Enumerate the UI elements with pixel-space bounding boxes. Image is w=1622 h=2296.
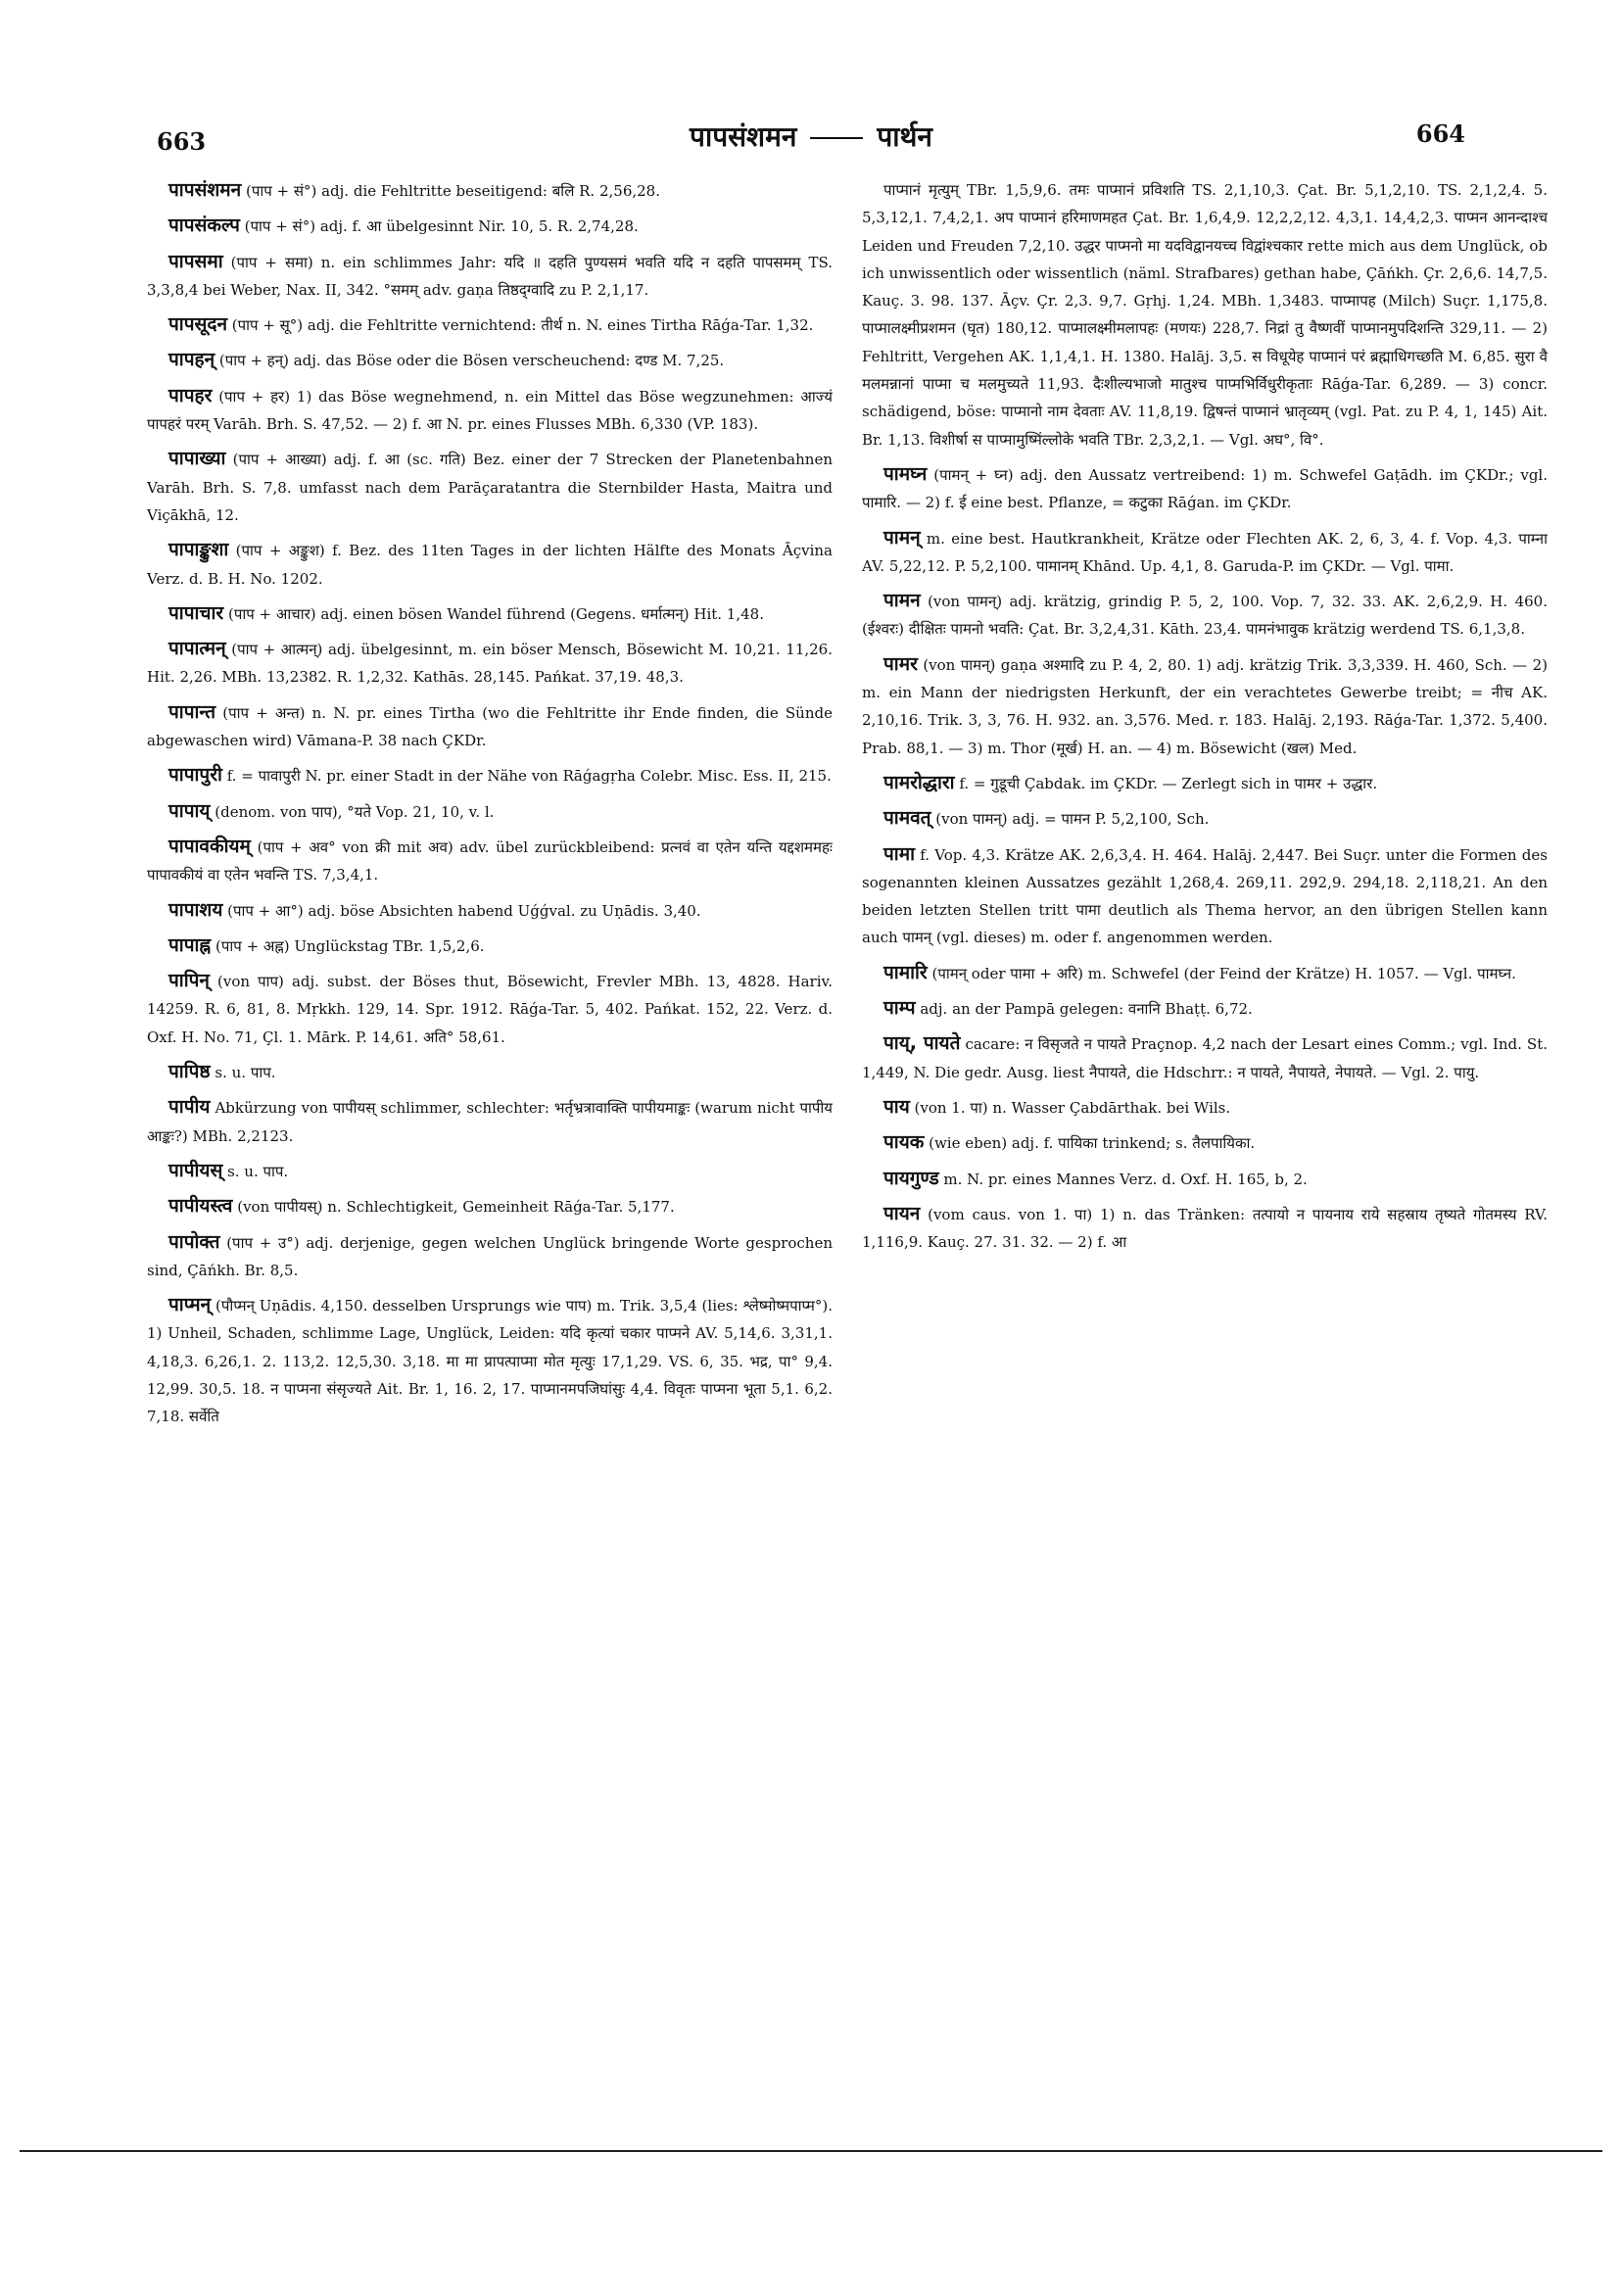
dictionary-entry xyxy=(147,932,833,960)
entry-headword: पापिन् xyxy=(168,970,210,992)
dictionary-entry xyxy=(147,212,833,240)
entry-text: (von पामन्) adj. krätzig, grindig P. 5, 2, 100. Vop. 7, 32. 33. AK. 2,6,2,9. H. 460. (ईश्वरः) दीक्षितः पामनो भवति: Çat. Br. 3,2,4,31. Kāth. 23,4. पामनंभावुक krätzig werdend TS. 6,1,3,8. xyxy=(862,593,1548,639)
dictionary-entry xyxy=(147,896,833,925)
page-header xyxy=(0,116,1622,165)
entry-text: (पाप + अङ्कुश) f. Bez. des 11ten Tages in der lichten Hälfte des Monats Āçvina Verz. d. B. H. No. 1202. xyxy=(147,542,833,588)
entry-text: (vom caus. von 1. पा) 1) n. das Tränken: तत्पायो न पायनाय राये सहस्राय तृष्यते गोतमस्य RV. 1,116,9. Kauç. 27. 31. 32. — 2) f. आ xyxy=(862,1205,1548,1252)
entry-text: adj. an der Pampā gelegen: वनानि Bhaṭṭ. 6,72. xyxy=(920,1000,1253,1019)
footer-rule xyxy=(20,2150,1602,2152)
dictionary-entry xyxy=(147,382,833,439)
dictionary-entry xyxy=(147,176,833,205)
entry-headword: पापाय् xyxy=(168,799,211,822)
entry-text: (von पामन्) gaṇa अश्मादि zu P. 4, 2, 80. 1) adj. krätzig Trik. 3,3,339. H. 460, Sch. — 2) m. ein Mann der niedrigsten Herkunft, der ein verachtetes Gewerbe treibt; = नीच AK. 2,10,16. Trik. 3, 3, 76. H. 932. an. 3,576. Med. r. 183. Halāj. 2,193. Rāǵa-Tar. 1,372. 5,400. Prab. 88,1. — 3) m. Thor (मूर्ख) H. an. — 4) m. Bösewicht (खल) Med. xyxy=(862,655,1548,757)
entry-text: पाप्मानं मृत्युम् TBr. 1,5,9,6. तमः पाप्मानं प्रविशति TS. 2,1,10,3. Çat. Br. 5,1,2,10. TS. 2,1,2,4. 5. 5,3,12,1. 7,4,2,1. अप पाप्मानं हरिमाणमहत Çat. Br. 1,6,4,9. 12,2,2,12. 4,3,1. 14,4,2,3. पाप्मन आनन्दाश्च Leiden und Freuden 7,2,10. उद्धर पाप्मनो मा यदविद्वानयच्च विद्वांश्चकार rette mich aus dem Unglück, ob ich unwissentlich oder wissentlich (näml. Strafbares) gethan habe, Çāńkh. Çr. 2,6,6. 14,7,5. Kauç. 3. 98. 137. Āçv. Çr. 2,3. 9,7. Gṛhj. 1,24. MBh. 1,3483. पाप्मापह (Milch) Suçr. 1,175,8. पाप्मालक्ष्मीप्रशमन (घृत) 180,12. पाप्मालक्ष्मीमलापहः (मणयः) 228,7. निद्रां तु वैष्णवीं पाप्मानमुपदिशन्ति 329,11. — 2) Fehltritt, Vergehen AK. 1,1,4,1. H. 1380. Halāj. 3,5. स विधूयेह पाप्मानं परं ब्रह्माधिगच्छति M. 6,85. सुरा वै मलमन्नानां पाप्मा च मलमुच्यते 11,93. दैःशील्यभाजो मातुश्च पाप्मभिर्विधुरीकृताः Rāǵa-Tar. 6,289. — 3) concr. schädigend, böse: पाप्मानो नाम देवताः AV. 11,8,19. द्विषन्तं पाप्मानं भ्रातृव्यम् (vgl. Pat. zu P. 4, 1, 145) Ait. Br. 1,13. विशीर्षा स पाप्मामुष्मिंल्लोके भवति TBr. 2,3,2,1. — Vgl. अघ°, वि°. xyxy=(862,181,1548,449)
page-number-right: 664 xyxy=(1415,120,1465,148)
entry-text: (पाप + आख्या) adj. f. आ (sc. गति) Bez. einer der 7 Strecken der Planetenbahnen Varāh. Brh. S. 7,8. umfasst nach dem Parāçaratantra die Sternbilder Hasta, Maitra und Viçākhā, 12. xyxy=(147,451,833,524)
dictionary-entry xyxy=(862,176,1548,454)
dictionary-entry xyxy=(147,967,833,1051)
entry-headword: पापहन् xyxy=(168,349,215,371)
entry-headword: पापाह्न xyxy=(168,933,212,956)
entry-headword: पाम्प xyxy=(883,997,916,1020)
dictionary-entry xyxy=(147,248,833,305)
entry-headword: पापाचार xyxy=(168,601,224,624)
dictionary-entry xyxy=(862,994,1548,1023)
entry-text: Abkürzung von पापीयस् schlimmer, schlechter: भर्तृभ्रत्रावाक्ति पापीयमाङ्कः (warum nicht पापीय आङ्कः?) MBh. 2,2123. xyxy=(147,1099,833,1145)
entry-headword: पापावकीयम् xyxy=(168,835,251,857)
entry-text: f. = गुडूची Çabdak. im ÇKDr. — Zerlegt sich in पामर + उद्धार. xyxy=(959,774,1378,792)
entry-headword: पाय xyxy=(883,1095,910,1118)
dictionary-entry xyxy=(862,1128,1548,1157)
dictionary-entry xyxy=(147,599,833,628)
dictionary-entry xyxy=(862,1165,1548,1193)
entry-headword: पापसंकल्प xyxy=(168,215,240,237)
entry-headword: पापहर xyxy=(168,384,213,407)
entry-text: f. = पावापुरी N. pr. einer Stadt in der Nähe von Rāǵagṛha Colebr. Misc. Ess. II, 215. xyxy=(226,767,832,786)
entry-headword: पापान्त xyxy=(168,700,216,723)
entry-text: (von पाप) adj. subst. der Böses thut, Bösewicht, Frevler MBh. 13, 4828. Hariv. 14259. R. 6, 81, 8. Mṛkkh. 129, 14. Spr. 1912. Rāǵa-Tar. 5, 402. Pańkat. 152, 22. Verz. d. Oxf. H. No. 71, Çl. 1. Mārk. P. 14,61. अति° 58,61. xyxy=(147,973,833,1046)
entry-text: (पाप + आ°) adj. böse Absichten habend Uǵǵval. zu Uṇādis. 3,40. xyxy=(227,901,701,920)
entry-headword: पामर xyxy=(883,652,918,675)
dictionary-entry xyxy=(862,1029,1548,1086)
dictionary-entry xyxy=(147,698,833,755)
entry-text: (पाप + समा) n. ein schlimmes Jahr: यदि ॥ दहति पुण्यसमं भवति यदि न दहति पापसमम् TS. 3,3,8,4 bei Weber, Nax. II, 342. °समम् adv. gaṇa तिष्ठद्ग्वादि zu P. 2,1,17. xyxy=(147,253,833,299)
running-head-first: पापसंशमन xyxy=(690,120,797,153)
dictionary-entry xyxy=(147,536,833,593)
dictionary-entry xyxy=(862,804,1548,833)
dictionary-entry xyxy=(147,635,833,692)
dictionary-entry xyxy=(862,524,1548,581)
left-column xyxy=(147,176,833,2111)
entry-text: (पाप + आचार) adj. einen bösen Wandel führend (Gegens. धर्मात्मन्) Hit. 1,48. xyxy=(227,604,764,623)
entry-headword: पापसूदन xyxy=(168,313,227,336)
entry-headword: पापापुरी xyxy=(168,764,222,787)
entry-text: (von पापीयस्) n. Schlechtigkeit, Gemeinheit Rāǵa-Tar. 5,177. xyxy=(237,1198,675,1217)
dictionary-entry xyxy=(147,445,833,529)
entry-headword: पामन xyxy=(883,590,921,612)
entry-text: (von 1. पा) n. Wasser Çabdārthak. bei Wils. xyxy=(914,1098,1231,1117)
dictionary-entry xyxy=(147,1157,833,1185)
entry-headword: पापाशय xyxy=(168,898,223,921)
entry-headword: पापोक्त xyxy=(168,1230,220,1253)
running-head-dash xyxy=(810,137,863,139)
entry-text: (पौप्मन् Uṇādis. 4,150. desselben Ursprungs wie पाप) m. Trik. 3,5,4 (lies: श्लेष्मोष्मपाप्म°). 1) Unheil, Schaden, schlimme Lage, Unglück, Leiden: यदि कृत्यां चकार पाप्मने AV. 5,14,6. 3,31,1. 4,18,3. 6,26,1. 2. 113,2. 12,5,30. 3,18. मा मा प्रापत्पाप्मा मोत मृत्युः 17,1,29. VS. 6, 35. भद्र, पा° 9,4. 12,99. 30,5. 18. न पाप्मना संसृज्यते Ait. Br. 1, 16. 2, 17. पाप्मानमपजिघांसुः 4,4. विवृतः पाप्मना भूता 5,1. 6,2. 7,18. सर्वेति xyxy=(147,1297,833,1426)
entry-text: cacare: न विसृजते न पायते Praçnop. 4,2 nach der Lesart eines Comm.; vgl. Ind. St. 1,449, N. Die gedr. Ausg. liest नैपायते, die Hdschrr.: न पायते, नैपायते, नेपायते. — Vgl. 2. पायु. xyxy=(862,1035,1548,1081)
dictionary-entry xyxy=(862,650,1548,762)
entry-text: s. u. पाप. xyxy=(227,1162,289,1180)
entry-headword: पायन xyxy=(883,1202,921,1224)
entry-text: (पाप + अह्न) Unglückstag TBr. 1,5,2,6. xyxy=(215,936,485,955)
entry-headword: पामवत् xyxy=(883,807,931,830)
dictionary-entry xyxy=(147,761,833,789)
dictionary-entry xyxy=(147,1228,833,1285)
entry-headword: पापसमा xyxy=(168,250,223,272)
dictionary-entry xyxy=(147,311,833,339)
dictionary-entry xyxy=(147,346,833,374)
entry-text: m. N. pr. eines Mannes Verz. d. Oxf. H. 165, b, 2. xyxy=(943,1170,1308,1188)
entry-headword: पायगुण्ड xyxy=(883,1167,939,1189)
dictionary-entry xyxy=(862,1200,1548,1257)
entry-text: m. eine best. Hautkrankheit, Krätze oder Flechten AK. 2, 6, 3, 4. f. Vop. 4,3. पाम्ना AV. 5,22,12. P. 5,2,100. पामानम् Khānd. Up. 4,1, 8. Garuda-P. im ÇKDr. — Vgl. पामा. xyxy=(862,529,1548,575)
entry-headword: पामरोद्धारा xyxy=(883,771,955,793)
entry-text: (पाप + हर) 1) das Böse wegnehmend, n. ein Mittel das Böse wegzunehmen: आज्यं पापहरं परम् Varāh. Brh. S. 47,52. — 2) f. आ N. pr. eines Flusses MBh. 6,330 (VP. 183). xyxy=(147,387,833,434)
entry-text: s. u. पाप. xyxy=(215,1064,276,1082)
running-head-last: पार्थन xyxy=(877,120,932,153)
entry-headword: पायक xyxy=(883,1131,925,1154)
entry-text: (wie eben) adj. f. पायिका trinkend; s. तैलपायिका. xyxy=(929,1134,1256,1153)
dictionary-entry xyxy=(862,1093,1548,1122)
dictionary-entry xyxy=(147,1058,833,1086)
entry-headword: पामन् xyxy=(883,526,921,549)
dictionary-entry xyxy=(862,959,1548,987)
entry-text: (पाप + आत्मन्) adj. übelgesinnt, m. ein böser Mensch, Bösewicht M. 10,21. 11,26. Hit. 2,26. MBh. 13,2382. R. 1,2,32. Kathās. 28,145. Pańkat. 37,19. 48,3. xyxy=(147,641,833,687)
entry-text: (पाप + सं°) adj. die Fehltritte beseitigend: बलि R. 2,56,28. xyxy=(245,182,660,200)
running-head xyxy=(0,118,1622,155)
page-number-left: 663 xyxy=(157,127,207,156)
entry-headword: पापात्मन् xyxy=(168,638,226,660)
entry-text: (पाप + अव° von क्री mit अव) adv. übel zurückbleibend: प्रत्नवं वा एतेन यन्ति यद्दशममहः पापावकीयं वा एतेन भवन्ति TS. 7,3,4,1. xyxy=(147,837,833,885)
entry-text: (denom. von पाप), °यते Vop. 21, 10, v. l. xyxy=(215,802,495,821)
dictionary-entry xyxy=(147,1291,833,1430)
entry-text: (पाप + सं°) adj. f. आ übelgesinnt Nir. 10, 5. R. 2,74,28. xyxy=(244,217,639,236)
dictionary-entry xyxy=(862,460,1548,517)
entry-headword: पामा xyxy=(883,842,915,865)
dictionary-entry xyxy=(147,1192,833,1220)
entry-headword: पाप्मन् xyxy=(168,1294,212,1316)
dictionary-entry xyxy=(147,797,833,826)
dictionary-entry xyxy=(147,1093,833,1150)
dictionary-entry xyxy=(862,769,1548,797)
entry-text: (von पामन्) adj. = पामन P. 5,2,100, Sch. xyxy=(935,810,1210,829)
entry-headword: पापीयस्त्व xyxy=(168,1195,233,1218)
right-column xyxy=(862,176,1548,2111)
entry-headword: पापसंशमन xyxy=(168,179,242,201)
entry-headword: पापीयस् xyxy=(168,1159,223,1181)
entry-headword: पामघ्न xyxy=(883,462,928,485)
entry-text: (पाप + सू°) adj. die Fehltritte vernichtend: तीर्थ n. N. eines Tirtha Rāǵa-Tar. 1,32. xyxy=(231,316,814,335)
entry-text: (पाप + अन्त) n. N. pr. eines Tirtha (wo die Fehltritte ihr Ende finden, die Sünde abgewaschen wird) Vāmana-P. 38 nach ÇKDr. xyxy=(147,703,833,750)
entry-text: (पाप + उ°) adj. derjenige, gegen welchen Unglück bringende Worte gesprochen sind, Çāńkh. Br. 8,5. xyxy=(147,1233,833,1279)
entry-text: f. Vop. 4,3. Krätze AK. 2,6,3,4. H. 464. Halāj. 2,447. Bei Suçr. unter die Formen des sogenannten kleinen Aussatzes gezählt 1,268,4. 269,11. 292,9. 294,18. 2,118,21. An den beiden letzten Stellen tritt पामा deutlich als Thema hervor, an den übrigen Stellen kann auch पामन् (vgl. dieses) m. oder f. angenommen werden. xyxy=(862,845,1548,947)
entry-headword: पापिष्ठ xyxy=(168,1061,211,1083)
entry-text: (पामन् + घ्न) adj. den Aussatz vertreibend: 1) m. Schwefel Gaṭādh. im ÇKDr.; vgl. पामारि. — 2) f. ई eine best. Pflanze, = कटुका Rāǵan. im ÇKDr. xyxy=(862,465,1548,512)
entry-text: (पाप + हन्) adj. das Böse oder die Bösen verscheuchend: दण्ड M. 7,25. xyxy=(218,352,725,370)
dictionary-entry xyxy=(862,587,1548,644)
entry-headword: पाय्, पायते xyxy=(883,1032,961,1055)
entry-headword: पापाख्या xyxy=(168,448,226,470)
entry-text: (पामन् oder पामा + अरि) m. Schwefel (der Feind der Krätze) H. 1057. — Vgl. पामघ्न. xyxy=(931,964,1516,982)
entry-headword: पामारि xyxy=(883,961,928,983)
dictionary-entry xyxy=(147,833,833,889)
entry-headword: पापाङ्कुशा xyxy=(168,539,229,561)
dictionary-entry xyxy=(862,840,1548,952)
entry-headword: पापीय xyxy=(168,1096,211,1119)
